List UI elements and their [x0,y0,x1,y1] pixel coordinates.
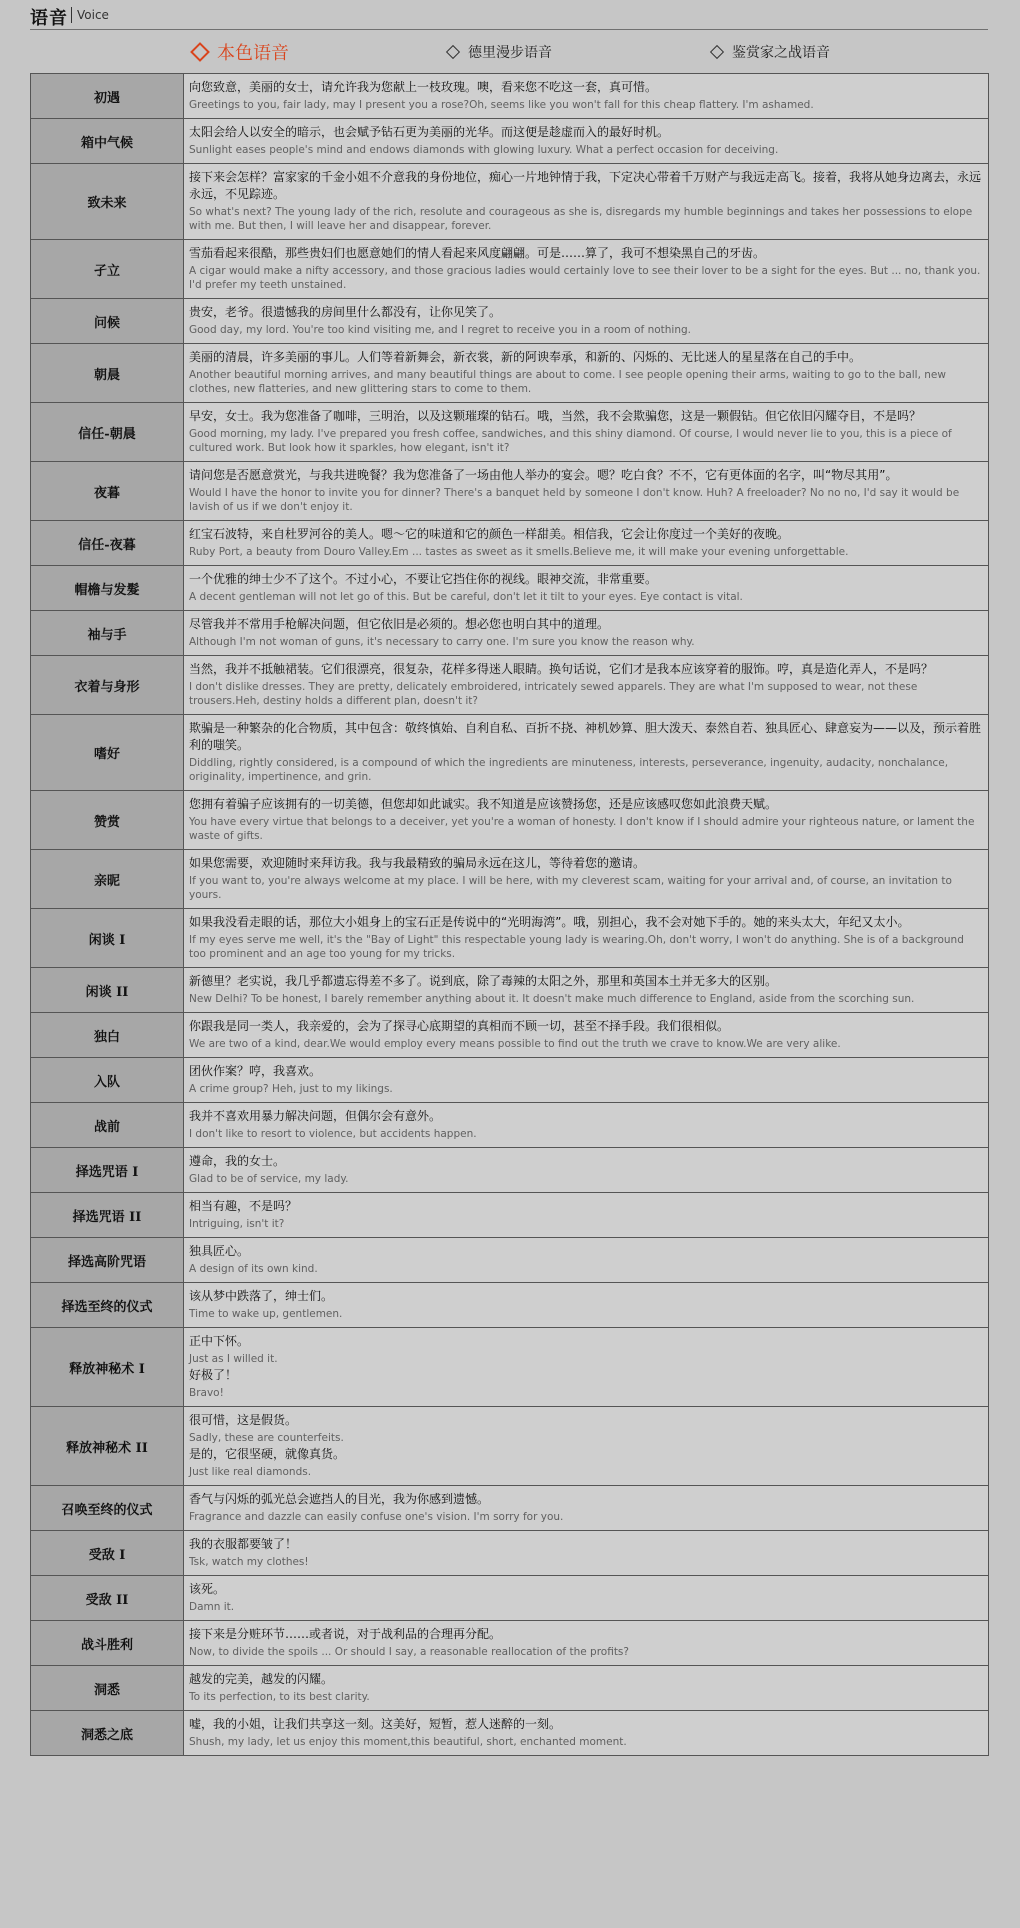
voice-row [31,850,989,909]
voice-line-chinese: 新德里？老实说，我几乎都遗忘得差不多了。说到底，除了毒辣的太阳之外，那里和英国本土并无多大的区别。 [189,974,778,988]
voice-row-label: 独白 [31,1013,184,1058]
voice-line-english: Would I have the honor to invite you for dinner? There's a banquet held by someone I don't know. Huh? A freeloader? No no no, I'd say it would be lavish of us if we don't enjoy it. [189,487,960,513]
voice-row [31,1531,989,1576]
voice-row [31,791,989,850]
voice-row [31,566,989,611]
voice-row-label: 箱中气候 [31,119,184,164]
voice-row [31,1238,989,1283]
voice-row-label: 战前 [31,1103,184,1148]
voice-row-content [184,344,989,403]
voice-line-english: Time to wake up, gentlemen. [189,1308,343,1320]
voice-line-chinese: 尽管我并不常用手枪解决问题，但它依旧是必须的。想必您也明白其中的道理。 [189,617,610,631]
voice-row-content [184,1058,989,1103]
voice-row-label: 择选咒语 II [31,1193,184,1238]
voice-line-english: Damn it. [189,1601,235,1613]
voice-row [31,344,989,403]
voice-row-label: 洞悉 [31,1666,184,1711]
voice-row-content [184,1711,989,1756]
diamond-icon [710,45,724,59]
voice-line-chinese: 是的，它很坚硬，就像真货。 [189,1447,346,1461]
voice-row-label: 夜暮 [31,462,184,521]
voice-line-english: I don't like to resort to violence, but accidents happen. [189,1128,477,1140]
voice-row-content [184,1013,989,1058]
voice-row-content [184,1148,989,1193]
voice-row-label: 孑立 [31,240,184,299]
voice-row-label: 信任-朝晨 [31,403,184,462]
voice-row-content [184,1328,989,1407]
voice-row-content [184,1531,989,1576]
voice-line-english: Diddling, rightly considered, is a compound of which the ingredients are minuteness, interests, perseverance, ingenuity, audacity, nonchalance, originality, impertinence, and grin. [189,757,949,783]
voice-line-chinese: 欺骗是一种繁杂的化合物质，其中包含：敬终慎始、自利自私、百折不挠、神机妙算、胆大泼天、泰然自若、独具匠心、肆意妄为——以及，预示着胜利的嗤笑。 [189,721,982,752]
voice-row [31,521,989,566]
voice-line-chinese: 嘘，我的小姐，让我们共享这一刻。这美好，短暂，惹人迷醉的一刻。 [189,1717,562,1731]
voice-row-label: 闲谈 I [31,909,184,968]
voice-row-content [184,1621,989,1666]
tab-label: 鉴赏家之战语音 [732,45,830,61]
tab-connoisseur-voice[interactable] [712,38,830,66]
voice-line-chinese: 团伙作案？哼，我喜欢。 [189,1064,322,1078]
voice-row-label: 闲谈 II [31,968,184,1013]
voice-line-english: Sunlight eases people's mind and endows diamonds with glowing luxury. What a perfect occasion for deceiving. [189,144,779,156]
voice-row-label: 朝晨 [31,344,184,403]
voice-row-label: 召唤至终的仪式 [31,1486,184,1531]
voice-line-chinese: 请问您是否愿意赏光，与我共进晚餐？我为您准备了一场由他人举办的宴会。嗯？吃白食？不不，它有更体面的名字，叫“物尽其用”。 [189,468,898,482]
voice-row [31,611,989,656]
voice-row-label: 释放神秘术 II [31,1407,184,1486]
voice-line-english: To its perfection, to its best clarity. [189,1691,370,1703]
voice-row-content [184,403,989,462]
voice-row [31,1576,989,1621]
voice-row [31,909,989,968]
voice-row-content [184,521,989,566]
voice-row-label: 衣着与身形 [31,656,184,715]
voice-row-label: 亲昵 [31,850,184,909]
voice-row [31,299,989,344]
voice-line-english: A design of its own kind. [189,1263,318,1275]
voice-row-content [184,1283,989,1328]
voice-row [31,1666,989,1711]
voice-line-chinese: 如果我没看走眼的话，那位大小姐身上的宝石正是传说中的“光明海湾”。哦，别担心，我不会对她下手的。她的来头太大，年纪又太小。 [189,915,910,929]
voice-row-content [184,1103,989,1148]
voice-row-label: 释放神秘术 I [31,1328,184,1407]
voice-row [31,1711,989,1756]
voice-line-english: A cigar would make a nifty accessory, and those gracious ladies would certainly love to see their lover to be a sight for the eyes. But ... no, thank you. I'd prefer my teeth unstained. [189,265,981,291]
voice-row-label: 择选至终的仪式 [31,1283,184,1328]
voice-line-english: Just as I willed it. [189,1353,278,1365]
section-subtitle: Voice [77,8,109,22]
voice-line-english: Another beautiful morning arrives, and many beautiful things are about to come. I see people opening their arms, waiting to go to the ball, new clothes, new flatteries, and new glittering stars to come to them. [189,369,946,395]
voice-line-english: Intriguing, isn't it? [189,1218,285,1230]
voice-line-chinese: 您拥有着骗子应该拥有的一切美德，但您却如此诚实。我不知道是应该赞扬您，还是应该感叹您如此浪费天赋。 [189,797,778,811]
voice-line-chinese: 接下来是分赃环节……或者说，对于战利品的合理再分配。 [189,1627,502,1641]
voice-row [31,1148,989,1193]
voice-line-english: If you want to, you're always welcome at my place. I will be here, with my cleverest scam, waiting for your arrival and, of course, an invitation to yours. [189,875,952,901]
voice-row-label: 帽檐与发髮 [31,566,184,611]
voice-row [31,1621,989,1666]
voice-row-content [184,119,989,164]
voice-line-chinese: 太阳会给人以安全的暗示，也会赋予钻石更为美丽的光华。而这便是趁虚而入的最好时机。 [189,125,670,139]
voice-line-english: Good morning, my lady. I've prepared you fresh coffee, sandwiches, and this shiny diamond. Of course, I would never lie to you, this is a piece of cultured work. But look how it sparkles, how elegant, isn't it? [189,428,952,454]
tab-delhi-voice[interactable] [448,38,552,66]
voice-line-english: If my eyes serve me well, it's the "Bay of Light" this respectable young lady is wearing.Oh, don't worry, I won't do anything. She is of a background too prominent and an age too young for my tricks. [189,934,964,960]
voice-line-english: Tsk, watch my clothes! [189,1556,309,1568]
voice-line-chinese: 我的衣服都要皱了！ [189,1537,298,1551]
voice-line-english: New Delhi? To be honest, I barely remember anything about it. It doesn't make much difference to England, aside from the scorching sun. [189,993,915,1005]
voice-line-chinese: 早安，女士。我为您准备了咖啡，三明治，以及这颗璀璨的钻石。哦，当然，我不会欺骗您，这是一颗假钻。但它依旧闪耀夺目，不是吗？ [189,409,922,423]
voice-row-label: 战斗胜利 [31,1621,184,1666]
voice-line-chinese: 独具匠心。 [189,1244,250,1258]
voice-row-content [184,1407,989,1486]
voice-line-chinese: 贵安，老爷。很遗憾我的房间里什么都没有，让你见笑了。 [189,305,502,319]
voice-row [31,240,989,299]
voice-row [31,403,989,462]
voice-row [31,164,989,240]
voice-row [31,1283,989,1328]
voice-tabs [0,38,1020,66]
voice-row-content [184,611,989,656]
voice-row-content [184,1576,989,1621]
voice-row-label: 袖与手 [31,611,184,656]
voice-row [31,1486,989,1531]
voice-row [31,1058,989,1103]
section-title: 语音 [30,8,68,29]
voice-row [31,968,989,1013]
voice-row [31,1103,989,1148]
voice-line-english: Shush, my lady, let us enjoy this moment,this beautiful, short, enchanted moment. [189,1736,627,1748]
voice-row-content [184,566,989,611]
voice-line-chinese: 该死。 [189,1582,226,1596]
voice-line-chinese: 该从梦中跌落了，绅士们。 [189,1289,334,1303]
voice-line-english: A decent gentleman will not let go of this. But be careful, don't let it tilt to your eyes. Eye contact is vital. [189,591,743,603]
diamond-icon [190,42,210,62]
voice-row-content [184,74,989,119]
voice-line-english: A crime group? Heh, just to my likings. [189,1083,393,1095]
voice-row-content [184,656,989,715]
voice-line-english: Fragrance and dazzle can easily confuse one's vision. I'm sorry for you. [189,1511,564,1523]
voice-row [31,1328,989,1407]
voice-row [31,462,989,521]
voice-row [31,119,989,164]
voice-line-chinese: 相当有趣，不是吗？ [189,1199,298,1213]
voice-line-chinese: 好极了！ [189,1368,238,1382]
voice-row-label: 择选咒语 I [31,1148,184,1193]
voice-row-label: 赞赏 [31,791,184,850]
voice-line-english: Ruby Port, a beauty from Douro Valley.Em ... tastes as sweet as it smells.Believe me, it will make your evening unforgettable. [189,546,849,558]
voice-line-chinese: 如果您需要，欢迎随时来拜访我。我与我最精致的骗局永远在这儿，等待着您的邀请。 [189,856,646,870]
voice-row-content [184,909,989,968]
voice-row-content [184,164,989,240]
voice-row-content [184,791,989,850]
diamond-icon [446,45,460,59]
voice-row [31,1193,989,1238]
voice-line-english: You have every virtue that belongs to a deceiver, yet you're a woman of honesty. I don't know if I should admire your righteous nature, or lament the waste of gifts. [189,816,975,842]
voice-line-chinese: 雪茄看起来很酷，那些贵妇们也愿意她们的情人看起来风度翩翩。可是……算了，我可不想染黑自己的牙齿。 [189,246,766,260]
voice-line-chinese: 当然，我并不抵触裙装。它们很漂亮，很复杂，花样多得迷人眼睛。换句话说，它们才是我本应该穿着的服饰。哼，真是造化弄人，不是吗？ [189,662,934,676]
voice-row-content [184,968,989,1013]
voice-row [31,74,989,119]
voice-line-chinese: 红宝石波特，来自杜罗河谷的美人。嗯～它的味道和它的颜色一样甜美。相信我，它会让你度过一个美好的夜晚。 [189,527,790,541]
voice-line-chinese: 我并不喜欢用暴力解决问题，但偶尔会有意外。 [189,1109,442,1123]
voice-line-english: We are two of a kind, dear.We would employ every means possible to find out the truth we crave to know.We are very alike. [189,1038,841,1050]
voice-row-label: 初遇 [31,74,184,119]
voice-row-label: 择选高阶咒语 [31,1238,184,1283]
voice-line-english: Bravo! [189,1387,224,1399]
voice-row-content [184,1486,989,1531]
voice-line-chinese: 你跟我是同一类人，我亲爱的，会为了探寻心底期望的真相而不顾一切，甚至不择手段。我们很相似。 [189,1019,730,1033]
voice-line-chinese: 美丽的清晨，许多美丽的事儿。人们等着新舞会，新衣裳，新的阿谀奉承，和新的、闪烁的、无比迷人的星星落在自己的手中。 [189,350,862,364]
voice-line-chinese: 正中下怀。 [189,1334,250,1348]
section-header [30,0,988,30]
voice-lines-table [30,73,989,1756]
voice-line-english: Just like real diamonds. [189,1466,312,1478]
voice-row-label: 致未来 [31,164,184,240]
voice-line-chinese: 一个优雅的绅士少不了这个。不过小心，不要让它挡住你的视线。眼神交流，非常重要。 [189,572,658,586]
voice-row-content [184,1238,989,1283]
tab-label: 本色语音 [217,43,289,64]
voice-line-english: Glad to be of service, my lady. [189,1173,349,1185]
voice-row-label: 嗜好 [31,715,184,791]
voice-line-english: Sadly, these are counterfeits. [189,1432,344,1444]
voice-row-label: 入队 [31,1058,184,1103]
voice-line-chinese: 遵命，我的女士。 [189,1154,286,1168]
voice-row-content [184,299,989,344]
voice-row-label: 问候 [31,299,184,344]
voice-row-content [184,1193,989,1238]
voice-row [31,715,989,791]
voice-row-content [184,240,989,299]
voice-row-content [184,850,989,909]
voice-line-chinese: 越发的完美，越发的闪耀。 [189,1672,334,1686]
voice-line-english: I don't dislike dresses. They are pretty, delicately embroidered, intricately sewed apparels. They are what I'm supposed to wear, not these trousers.Heh, destiny holds a different plan, doesn't it? [189,681,918,707]
voice-line-english: So what's next? The young lady of the rich, resolute and courageous as she is, disregards my humble beginnings and takes her possessions to elope with me. But then, I will leave her and disappear, forever. [189,206,973,232]
voice-line-chinese: 接下来会怎样？富家家的千金小姐不介意我的身份地位，痴心一片地钟情于我，下定决心带着千万财产与我远走高飞。接着，我将从她身边离去，永远永远，不见踪迹。 [189,170,982,201]
title-divider [71,7,72,23]
voice-row-label: 受敌 II [31,1576,184,1621]
voice-row-label: 洞悉之底 [31,1711,184,1756]
tab-default-voice[interactable] [193,38,289,66]
voice-row-label: 信任-夜暮 [31,521,184,566]
voice-row-label: 受敌 I [31,1531,184,1576]
voice-row-content [184,1666,989,1711]
voice-row [31,656,989,715]
voice-line-english: Now, to divide the spoils ... Or should I say, a reasonable reallocation of the profits? [189,1646,629,1658]
voice-line-chinese: 向您致意，美丽的女士，请允许我为您献上一枝玫瑰。噢，看来您不吃这一套，真可惜。 [189,80,658,94]
voice-line-english: Greetings to you, fair lady, may I present you a rose?Oh, seems like you won't fall for this cheap flattery. I'm ashamed. [189,99,814,111]
voice-line-chinese: 香气与闪烁的弧光总会遮挡人的目光，我为你感到遗憾。 [189,1492,490,1506]
voice-row [31,1407,989,1486]
voice-row-content [184,715,989,791]
voice-line-english: Good day, my lord. You're too kind visiting me, and I regret to receive you in a room of nothing. [189,324,691,336]
voice-row-content [184,462,989,521]
tab-label: 德里漫步语音 [468,45,552,61]
voice-line-chinese: 很可惜，这是假货。 [189,1413,298,1427]
voice-row [31,1013,989,1058]
voice-line-english: Although I'm not woman of guns, it's necessary to carry one. I'm sure you know the reason why. [189,636,695,648]
